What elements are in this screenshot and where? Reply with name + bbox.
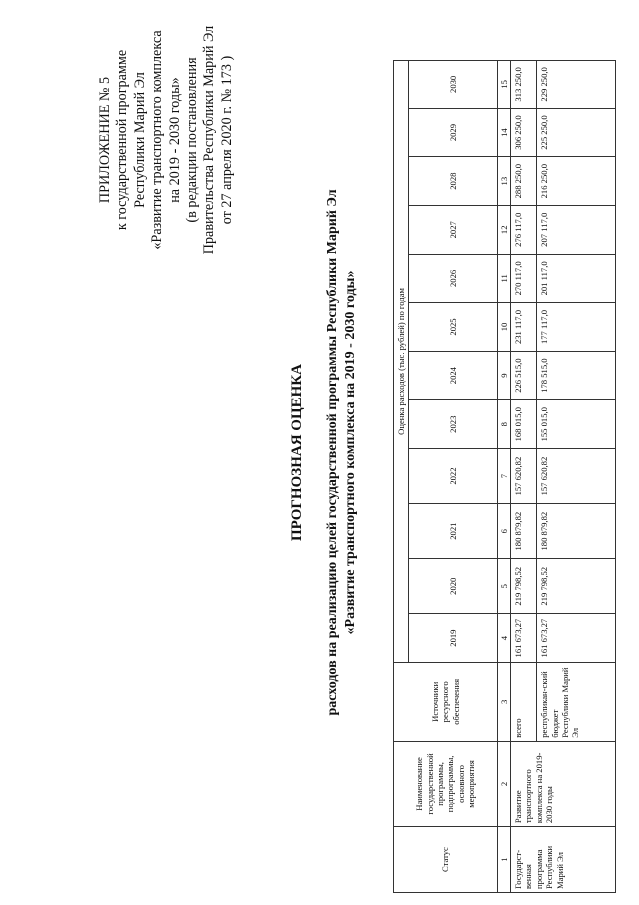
document-title: ПРОГНОЗНАЯ ОЦЕНКА xyxy=(289,364,305,542)
table-row: республикан-ский бюджет Республики Марий Эл 161 673,27 219 798,52 180 879,82 157 620,82 155 015,0 178 515,0 177 117,0 201 117,0 207 117,0 216 250,0 225 250,0 229 250,0 xyxy=(537,61,616,893)
header-status: Статус xyxy=(394,827,498,893)
appendix-block: ПРИЛОЖЕНИЕ № 5 к государственной программе Республики Марий Эл «Развитие транспортного комплекса на 2019 - 2030 годы» (в редакции постановления Правительства Республики Марий Эл от 27 апреля 2020 г. № 173 ) xyxy=(97,25,235,255)
document-subtitle: расходов на реализацию целей государственной программы Республики Марий Эл xyxy=(325,189,340,716)
table-row: Государст-венная программа Республики Марий Эл Развитие транспортного комплекса на 2019-2030 годы всего 161 673,27 219 798,52 180 879,82 157 620,82 168 015,0 226 515,0 231 117,0 270 117,0 276 117,0 288 250,0 306 250,0 313 250,0 xyxy=(511,61,537,893)
header-sources: Источники ресурсного обеспечения xyxy=(394,662,498,741)
expense-table: Статус Наименование государственной программы, подпрограммы, основного мероприятия Источники ресурсного обеспечения Оценка расходов (тыс. рублей) по годам 2019 2020 2021 2022 2023 2024 2025 2026 2027 2028 2029 2030 1 2 3 4 5 6 7 8 9 10 11 12 13 14 15 Государст-венная программа Республики Марий Эл Развитие транспортного комплекса на 2019-2030 годы всего 161 673,27 219 798,52 180 879,82 157 620,82 168 015,0 226 515,0 231 117,0 270 117,0 276 117,0 288 250,0 306 250,0 313 250,0 республикан-ский бюджет Республики Марий Эл 161 673,27 219 798,52 180 879,82 157 620,82 155 015,0 178 515,0 177 117,0 201 117,0 207 117,0 216 250,0 225 250,0 229 250,0 xyxy=(393,60,616,893)
header-name: Наименование государственной программы, подпрограммы, основного мероприятия xyxy=(394,741,498,826)
document-subtitle-program: «Развитие транспортного комплекса на 2019 - 2030 годы» xyxy=(343,270,358,635)
header-estimate: Оценка расходов (тыс. рублей) по годам xyxy=(394,61,409,663)
